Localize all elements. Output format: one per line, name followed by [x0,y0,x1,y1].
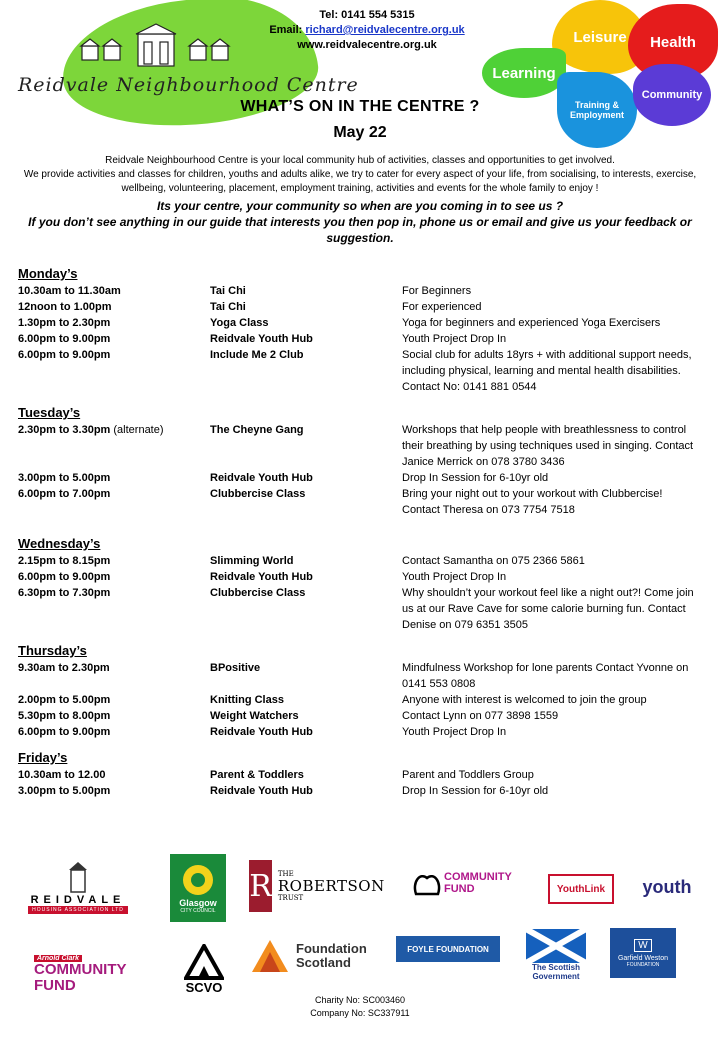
row-activity: The Cheyne Gang [210,424,304,436]
robertson-name: ROBERTSON [277,877,385,895]
row-desc: Youth Project Drop In [402,571,507,583]
row-activity: Tai Chi [210,285,246,297]
telephone: Tel: 0141 554 5315 [319,9,415,21]
spacer [18,395,713,405]
arnold-clark-top: Arnold Clark [34,955,82,962]
arnold-clark-fund-logo [34,950,150,998]
scvo-name: SCVO [185,979,223,995]
row-desc: Anyone with interest is welcomed to join the group [402,694,647,706]
day-heading-thursday: Thursday’s [18,643,87,658]
tagline-2: If you don’t see anything in our guide that interests you then pop in, phone us or email and give us your feedback or suggestion. [28,215,692,245]
reidvale-ha-sub: HOUSING ASSOCIATION LTD [28,906,128,914]
table-row [18,315,713,331]
table-row [18,783,713,799]
foyle-foundation-logo [396,936,500,962]
row-desc: Why shouldn’t your workout feel like a night out?! Come join us at our Rave Cave for some calorie burning fun. Contact Denise on 079 6351 3505 [402,587,694,631]
tagline-1: Its your centre, your community so when are you coming in to see us ? [156,199,564,213]
building-icon [63,860,93,894]
row-activity: Clubbercise Class [210,488,306,500]
contact-block [262,8,472,53]
lottery-community-fund-logo [404,860,526,906]
page-title: WHAT’S ON IN THE CENTRE ? [240,98,480,115]
robertson-the: THE [277,870,294,878]
petal-training: Training & Employment [557,72,637,148]
row-time: 12noon to 1.00pm [18,301,112,313]
row-activity: Clubbercise Class [210,587,306,599]
foundation-triangle-icon [250,938,290,974]
table-row [18,569,713,585]
scvo-mark-icon [184,944,224,980]
petal-health: Health [628,4,718,80]
row-time: 10.30am to 11.30am [18,285,121,297]
row-activity: BPositive [210,662,261,674]
table-row [18,470,713,486]
row-time: 3.00pm to 5.00pm [18,785,111,797]
row-activity: Weight Watchers [210,710,299,722]
petal-community: Community [633,64,711,126]
table-row [18,660,713,692]
row-time-text: 2.30pm to 3.30pm [18,424,111,436]
buildings-logo-icon [78,22,243,72]
email-label: Email: [269,24,303,36]
row-activity: Tai Chi [210,301,246,313]
intro-line-2: We provide activities and classes for children, youths and adults alike, we try to cater for every aspect of your life, from socialising, to interests, exercise, wellbeing, volunteering, placement, employment training, activities and events for the whole family to enjoy ! [23,169,697,194]
reidvale-ha-name: REIDVALE [30,894,126,906]
glasgow-council-logo [170,854,226,922]
row-activity: Parent & Toddlers [210,769,304,781]
table-row [18,553,713,569]
row-desc: Drop In Session for 6-10yr old [402,472,549,484]
arnold-clark-main: COMMUNITY FUND [34,960,127,994]
robertson-r-icon: R [249,860,272,912]
table-row [18,331,713,347]
tagline [10,198,710,246]
saltire-flag-icon [526,929,586,963]
youthlink-logo [548,874,614,904]
company-number: Company No: SC337911 [310,1008,410,1018]
row-activity: Yoga Class [210,317,269,329]
row-activity: Reidvale Youth Hub [210,785,313,797]
robertson-sub: TRUST [277,894,304,902]
foundation-name: Foundation Scotland [296,941,367,970]
table-row [18,767,713,783]
row-time: 6.30pm to 7.30pm [18,587,111,599]
youth-name: youth [642,876,692,897]
email-link[interactable]: richard@reidvalecentre.org.uk [305,24,465,36]
row-desc: Contact Samantha on 075 2366 5861 [402,555,585,567]
row-activity: Include Me 2 Club [210,349,304,361]
scot-gov-name: The Scottish Government [531,963,580,981]
scottish-government-logo [524,926,588,984]
table-row [18,724,713,740]
row-desc: For Beginners [402,285,472,297]
row-activity: Slimming World [210,555,294,567]
row-desc: Workshops that help people with breathlessness to control their breathing by using techniques used in singing. Contact Janice Merrick on 078 3780 3436 [402,424,694,468]
row-time: 6.00pm to 7.00pm [18,488,111,500]
table-row [18,347,713,395]
row-time: 5.30pm to 8.00pm [18,710,111,722]
table-row [18,486,713,518]
page-month: May 22 [333,124,387,141]
row-time [18,422,210,470]
table-row [18,299,713,315]
scvo-logo [176,940,232,998]
table-row [18,585,713,633]
youth-scotland-logo [628,870,706,904]
intro-line-1: Reidvale Neighbourhood Centre is your local community hub of activities, classes and opportunities to get involved. [105,155,615,166]
row-desc: For experienced [402,301,482,313]
table-row [18,422,713,470]
row-time: 2.00pm to 5.00pm [18,694,111,706]
row-time: 10.30am to 12.00 [18,769,106,781]
row-time: 6.00pm to 9.00pm [18,571,111,583]
row-time-note: (alternate) [110,424,164,436]
row-desc: Parent and Toddlers Group [402,769,534,781]
table-row [18,283,713,299]
petal-leisure: Leisure [552,0,648,74]
day-heading-friday: Friday’s [18,750,68,765]
row-activity: Reidvale Youth Hub [210,726,313,738]
day-heading-tuesday: Tuesday’s [18,405,81,420]
crossed-fingers-icon [410,868,444,898]
intro-text [10,154,710,196]
row-desc: Bring your night out to your workout with Clubbercise! Contact Theresa on 073 7754 7518 [402,488,663,516]
schedule [18,266,713,799]
footer [0,994,720,1020]
garfield-w-icon: W [634,939,651,952]
reidvale-ha-logo [8,852,148,922]
row-activity: Reidvale Youth Hub [210,333,313,345]
email-line [262,23,472,38]
robertson-trust-logo [249,858,385,914]
garfield-weston-logo [610,928,676,978]
foyle-name: FOYLE FOUNDATION [407,944,489,954]
community-fund-name: COMMUNITY FUND [444,871,512,895]
row-desc: Mindfulness Workshop for lone parents Contact Yvonne on 0141 553 0808 [402,662,689,690]
website[interactable]: www.reidvalecentre.org.uk [297,39,437,51]
petal-learning: Learning [482,48,566,98]
row-desc: Contact Lynn on 077 3898 1559 [402,710,559,722]
glasgow-sub: CITY COUNCIL [180,908,216,914]
garfield-name: Garfield Weston [617,954,669,962]
row-time: 1.30pm to 2.30pm [18,317,111,329]
day-heading-monday: Monday’s [18,266,78,281]
garfield-sub: FOUNDATION [626,961,660,968]
crest-icon [180,862,216,898]
row-desc: Yoga for beginners and experienced Yoga Exercisers [402,317,661,329]
row-activity: Knitting Class [210,694,284,706]
spacer [18,518,713,536]
day-heading-wednesday: Wednesday’s [18,536,101,551]
table-row [18,692,713,708]
spacer [18,740,713,750]
table-row [18,708,713,724]
glasgow-name: Glasgow [179,898,217,908]
row-time: 2.15pm to 8.15pm [18,555,111,567]
row-desc: Youth Project Drop In [402,333,507,345]
row-time: 6.00pm to 9.00pm [18,349,111,361]
foundation-scotland-logo [250,936,384,976]
youthlink-name: YouthLink [556,883,606,895]
row-desc: Youth Project Drop In [402,726,507,738]
row-desc: Drop In Session for 6-10yr old [402,785,549,797]
row-desc: Social club for adults 18yrs + with additional support needs, including physical, learning and mental health disabilities. Contact No: 0141 881 0544 [402,349,692,393]
row-activity: Reidvale Youth Hub [210,571,313,583]
row-time: 9.30am to 2.30pm [18,662,110,674]
charity-number: Charity No: SC003460 [314,995,406,1005]
row-time: 6.00pm to 9.00pm [18,726,111,738]
centre-name: Reidvale Neighbourhood Centre [18,74,359,96]
row-time: 6.00pm to 9.00pm [18,333,111,345]
row-time: 3.00pm to 5.00pm [18,472,111,484]
spacer [18,633,713,643]
row-activity: Reidvale Youth Hub [210,472,313,484]
